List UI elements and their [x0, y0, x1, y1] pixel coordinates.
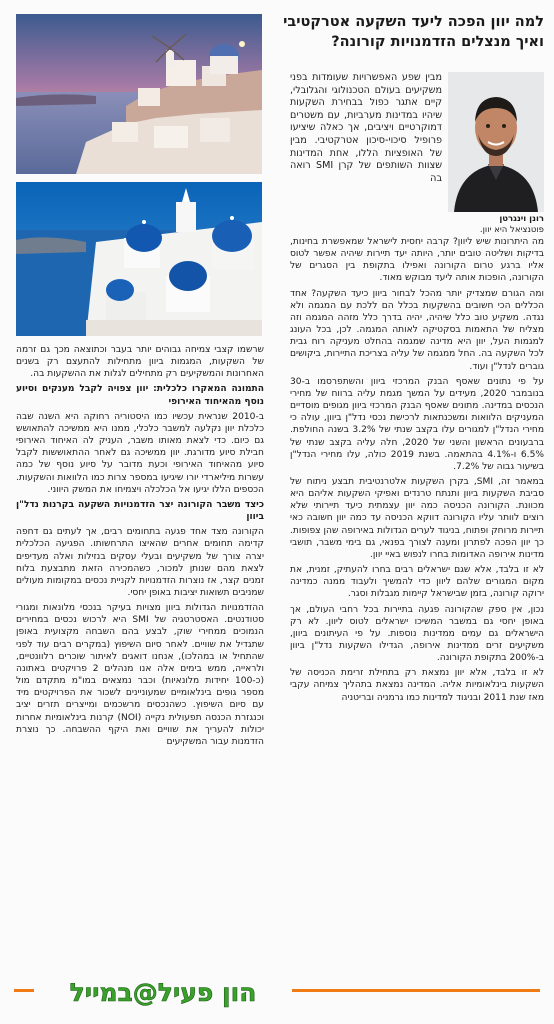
body-paragraph: במאמר זה, SMI, בקרן השקעות אלטרנטיבית תבצע ניתוח של סביבת השקעות ביוון ותנתח טרנדים ואפיקי השקעות אליהם היא מכוונת. הקורונה הכניסה כמה יוון עצמתית כיעד תיירותי שלא רוצים לוותר עליו הקורונה דווקא הכניסה עד כמה יוון חשובה כאי תיירות מרוחק ופתוח, בניגוד לערים הגדולות באירופה שהן צפופות. כך יוון הפכה לפתרון ומענה לצורך בפנאי, גם בימי משבר, תושבי מדינות אירופה האדומות בחרו לנפוש באיי יוון.	[290, 476, 544, 560]
body-paragraph: ומה הגורם שמצדיק יותר מהכל לבחור ביוון כיעד השקעה? אחד הכללים הכי חשובים בהשקעות בכלל הם ללכת עם המגמה ולא נגדה. משקיע טוב כלל שיהיה, יהיה בדרך כלל מזהה המגמה וזה מצליח של התאמות בסקטיקה לאותה המגמה. לכן, בכל העונג למגמות העל, יוון היא מדינה שמגמה בהחלט מעניקה רוח גבית לכל השקעה בה. החל ממגמה של עליה בצריכת התיירות, ביקושים גוברים לנדל"ן ועוד.	[290, 288, 544, 372]
article-body-left-column	[16, 344, 264, 978]
section-heading: כיצד משבר הקורונה יצר הזדמנויות השקעה בקרנות נדל"ן ביוון	[16, 499, 264, 523]
logo-wordmark: הון פעיל@במייל	[69, 978, 257, 1007]
body-paragraph: נכון, אין ספק שהקורונה פגעה בתיירות בכל רחבי העולם, אך באופן יחסי גם במשבר המשיכו ישראלים לטוס ליוון. לא רק הישראלים גם עמים ממדינות נוספות. על פי העיתונים ביוון, משקיעים זרים ממדינות אירופה, הגדילו השקעות נדל"ן ביוון ב-200% בתקופת הקורונה.	[290, 604, 544, 664]
body-paragraph: על פי נתונים שאסף הבנק המרכזי ביוון והשתפרסמו ב-30 בנובמבר 2020, מעידים על המשך מגמת עליה ברווח של מחירי הנכסים במדינה. מתונים שאסף הבנק המרכזי ביוון מגופים מוסדיים המעניקים הלוואות ומשכנתאות לרכישת נכסי נדל"ן ביוון, עולה כי מחירי הנדל"ן למגורים עלו בקצב שנתי של 3.2% בשנה החולפת. ברבעונים הראשון והשני של 2020, חלה עליה בקצב שנתי של 6.5% ו-4.1% בהתאמה. בשנת 2019 כולה, עלו מחירי הנדל"ן בשיעור גבוה של 7.2%.	[290, 376, 544, 472]
body-paragraph: לא זו בלבד, אלא יוון נמצאת רק בתחילת זרימת הכניסה של השקעות בינלאומיות אליה. המדינה נמצאת בתהליך צמיחה עקבי מאז שנת 2011 ובניגוד למדינות כמו גרמניה ובריטניה	[290, 668, 544, 703]
santorini-blue-domes-photo	[16, 182, 262, 336]
author-name: רונן וינגרטן	[499, 214, 544, 224]
article-title: למה יוון הפכה ליעד השקעה אטרקטיבי ואיך מנצלים הזדמנויות קורונה?	[283, 14, 544, 50]
article-intro: מבין שפע האפשרויות שעומדות בפני משקיעים בעולם הטכנולוגי והגלובלי, קיים אתגר כפול בבחירת השקעות שיהיו במדינות מערביות, עם משטרים דמוקרטיים ויציבים, אך כאלה שיציעו פרופיל סיכוי-סיכון אטרקטיבי. מבין של האופציות הללו, אחת המדינות שצוות השותפים של קרן SMI רואה בה	[290, 72, 442, 184]
body-paragraph: הקורונה מצד אחד פגעה בתחומים רבים, אך לעתים גם דחפה קדימה תחומים אחרים שהאיצו התרחשותו. הפגיעה הכלכלית יצרה צורך של משקיעים ובעלי עסקים בנזילות ואלה מעדיפים לצאת מהם שנותן למכור, כשהמכירה הזאת מתבצעת בלוח זמנים קצר, אז נוצרות הזדמנויות לקניית נכסים במקומות מעולים שמניבים תשואות יציבות באופן יחסי.	[16, 527, 264, 598]
portrait-caption	[444, 214, 544, 236]
body-paragraph: לא זו בלבד, אלא שגם ישראלים רבים בחרו להעתיק, זמנית, את מקום המגורים שלהם ליוון כדי להמשיך ולעבוד ממנה כמדינה ירוקה קורונה, בזמן שבישראל קיימות מגבלות וסגר.	[290, 565, 544, 600]
author-portrait	[448, 72, 544, 212]
body-paragraph: ב-2010 שנראית עכשיו כמו היסטוריה רחוקה היא השנה שבה כלכלת יוון נקלעה למשבר כלכלי, ממנו היא ממשיכה להתאושש גם כיום. כדי לצאת מאותו משבר, העניק לה האיחוד האירופי חבילת סיוע מדורגת. יוון ממשיכה גם לאחר ההתאוששות לקבל סיוע מהאיחוד האירופי וכעת מדובר על סיוע נוסף של כמה עשרות מיליארדי יורו שיגיעו במספר צרות כמו הלוואות והשקעות. הכספים הללו יגיעו אל הכלכלה ויצמיחו את המשק היווני.	[16, 411, 264, 495]
hon-pail-logo	[34, 966, 292, 1014]
body-paragraph: ההזדמנויות הגדולות ביוון מצויות בעיקר בנכסי מלונאות ומגורי סטודנטים. האסטרטגיה של SMI היא לרכוש נכסים במחירים הנמוכים ממחירי שוק, לבצע בהם השבחה מקצועית באופן שתגדיל את שוויים. לאחר סיום השיפוץ (במקרים רבים עוד לפני שהתחיל או במהלכו), אנחנו דואגים לאיתור שוכרים רלוונטיים, ולראייה, ממש בימים אלה אנו מנהלים 2 פרויקטים באתונה (כ-100 יחידות מלונאיות) וכבר נמצאים במו"מ מתקדם מול מספר גופים בינלאומיים שמעוניינים לשכור את הפרויקטים מיד עם סיום השיפוץ. כשהנכסים מרשכמים ומייצרים תזרים יציב וכנגזרת הכנסה תפעולית נקייה (NOI) קרנות בינלאומיות אחרות יכולות להעריך את שוויים ואת היקף ההשבחה. כך נוצרת הזדמנות עבור המשקיעים	[16, 603, 264, 747]
section-heading: התמונה המאקרו כלכלית: יוון צפויה לקבל מענקים וסיוע נוסף מהאיחוד האירופי	[16, 384, 264, 407]
body-paragraph: מה היתרונות שיש ליוון? קרבה יחסית לישראל שמאפשרת בחינות, בדיקות ושליטה טובים יותר, היותה יעד תיירות שיהיה אפשר לטוס אליו ברגע טרום הקורונה ואפילו בתקופת בין הסגרים של הקורונה, הופכות אותה ליעד מבוקש מאוד.	[290, 237, 544, 284]
body-paragraph: שרשמו קצבי צמיחה גבוהים יותר בעבר וכתוצאה מכך גם זרמה של השקעות, המגמות ביוון מתחילות להתעצם רק בשנים האחרונות והמשקיעים רק מתחילים לגלות את ההשקעות בה.	[16, 345, 264, 380]
santorini-sunset-photo	[16, 14, 262, 174]
caption-continuation: פוטנציאל היא יוון.	[479, 225, 544, 235]
article-body-right-column	[290, 236, 544, 978]
